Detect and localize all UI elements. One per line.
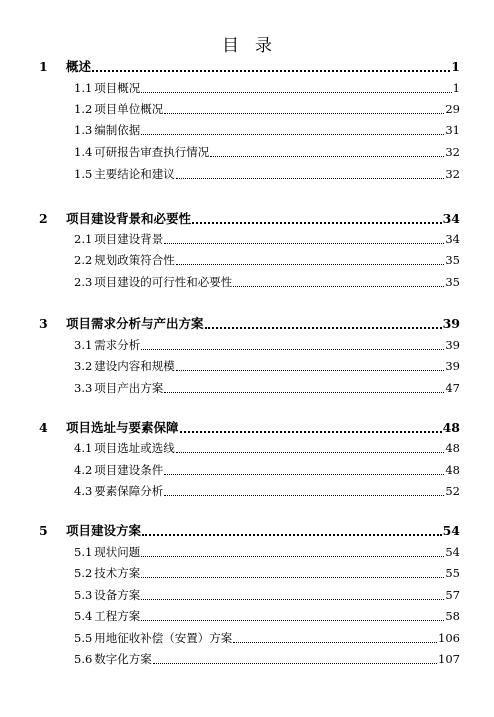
toc-entry-number: 4: [39, 420, 48, 435]
toc-section-entry[interactable]: [74, 443, 460, 455]
toc-entry-page: 32: [445, 167, 460, 181]
toc-chapter-entry[interactable]: [39, 318, 460, 331]
toc-entry-page: 35: [445, 275, 460, 289]
dot-leader: [180, 430, 442, 433]
toc-entry-number: 1.4: [74, 145, 93, 159]
toc-entry-number: 2.2: [74, 253, 93, 267]
toc-section-entry[interactable]: [74, 568, 460, 580]
dot-leader: [164, 112, 444, 114]
dot-leader: [164, 494, 444, 496]
toc-entry-label: 编制依据: [94, 123, 141, 137]
toc-entry-page: 55: [445, 566, 460, 580]
toc-chapter-entry[interactable]: [39, 422, 460, 435]
toc-entry-number: 5: [39, 523, 48, 538]
toc-title: [0, 31, 494, 56]
toc-entry-label: 项目产出方案: [94, 381, 164, 395]
toc-section-entry[interactable]: [74, 590, 460, 602]
toc-title-char: 录: [255, 36, 272, 56]
dot-leader: [141, 555, 444, 557]
toc-entry-label: 项目单位概况: [94, 102, 164, 116]
dot-leader: [164, 473, 444, 475]
toc-entry-page: 52: [445, 484, 460, 498]
toc-entry-page: 1: [452, 81, 460, 95]
toc-entry-page: 54: [442, 523, 460, 538]
toc-entry-number: 1.2: [74, 102, 93, 116]
toc-section-entry[interactable]: [74, 277, 460, 289]
toc-entry-number: 2.3: [74, 275, 93, 289]
toc-entry-number: 5.6: [74, 652, 93, 666]
toc-entry-number: 5.4: [74, 609, 93, 623]
toc-entry-page: 32: [445, 145, 460, 159]
dot-leader: [176, 369, 445, 371]
toc-entry-label: 项目选址或选线: [94, 441, 175, 455]
dot-leader: [205, 326, 442, 329]
dot-leader: [153, 662, 437, 664]
dot-leader: [210, 155, 444, 157]
toc-section-entry[interactable]: [74, 255, 460, 267]
toc-entry-page: 34: [442, 211, 460, 226]
dot-leader: [176, 263, 445, 265]
toc-entry-number: 1.5: [74, 167, 93, 181]
toc-section-entry[interactable]: [74, 234, 460, 246]
toc-entry-page: 35: [445, 253, 460, 267]
toc-entry-label: 现状问题: [94, 545, 141, 559]
toc-chapter-entry[interactable]: [39, 61, 460, 74]
toc-entry-label: 项目建设条件: [94, 463, 164, 477]
dot-leader: [141, 619, 444, 621]
dot-leader: [176, 177, 445, 179]
dot-leader: [141, 348, 444, 350]
toc-entry-number: 5.3: [74, 588, 93, 602]
toc-entry-label: 技术方案: [94, 566, 141, 580]
toc-entry-page: 34: [445, 232, 460, 246]
toc-entry-page: 48: [445, 441, 460, 455]
toc-entry-number: 3: [39, 316, 48, 331]
toc-entry-label: 项目建设方案: [66, 523, 142, 538]
toc-section-entry[interactable]: [74, 340, 460, 352]
toc-entry-page: 39: [445, 359, 460, 373]
dot-leader: [141, 91, 451, 93]
toc-entry-number: 3.3: [74, 381, 93, 395]
toc-entry-label: 设备方案: [94, 588, 141, 602]
toc-entry-label: 工程方案: [94, 609, 141, 623]
toc-entry-label: 用地征收补偿（安置）方案: [94, 631, 233, 645]
toc-entry-page: 48: [445, 463, 460, 477]
dot-leader: [233, 285, 444, 287]
toc-entry-page: 29: [445, 102, 460, 116]
toc-section-entry[interactable]: [74, 104, 460, 116]
toc-entry-label: 数字化方案: [94, 652, 152, 666]
toc-section-entry[interactable]: [74, 125, 460, 137]
toc-entry-label: 概述: [66, 59, 92, 74]
toc-entry-label: 项目概况: [94, 81, 141, 95]
toc-entry-page: 48: [442, 420, 460, 435]
toc-chapter-entry[interactable]: [39, 525, 460, 538]
dot-leader: [233, 641, 437, 643]
toc-entry-number: 4.1: [74, 441, 93, 455]
toc-entry-page: 106: [438, 631, 460, 645]
dot-leader: [192, 221, 442, 224]
toc-chapter-entry[interactable]: [39, 213, 460, 226]
toc-entry-label: 可研报告审查执行情况: [94, 145, 210, 159]
toc-entry-number: 4.3: [74, 484, 93, 498]
toc-section-entry[interactable]: [74, 465, 460, 477]
toc-entry-label: 规划政策符合性: [94, 253, 175, 267]
dot-leader: [92, 69, 450, 72]
toc-entry-label: 项目建设的可行性和必要性: [94, 275, 233, 289]
toc-entry-label: 要素保障分析: [94, 484, 164, 498]
toc-entry-number: 1.3: [74, 123, 93, 137]
dot-leader: [142, 533, 442, 536]
toc-section-entry[interactable]: [74, 654, 460, 666]
toc-entry-number: 5.2: [74, 566, 93, 580]
toc-section-entry[interactable]: [74, 547, 460, 559]
dot-leader: [141, 598, 444, 600]
dot-leader: [141, 576, 444, 578]
toc-entry-number: 5.1: [74, 545, 93, 559]
toc-entry-number: 1.1: [74, 81, 93, 95]
toc-entry-number: 5.5: [74, 631, 93, 645]
toc-entry-page: 107: [438, 652, 460, 666]
toc-entry-label: 建设内容和规模: [94, 359, 175, 373]
toc-entry-number: 1: [39, 59, 48, 74]
toc-entry-page: 31: [445, 123, 460, 137]
toc-section-entry[interactable]: [74, 611, 460, 623]
toc-section-entry[interactable]: [74, 169, 460, 181]
toc-entry-page: 47: [445, 381, 460, 395]
toc-entry-label: 需求分析: [94, 338, 141, 352]
toc-entry-number: 3.1: [74, 338, 93, 352]
toc-entry-number: 2.1: [74, 232, 93, 246]
toc-section-entry[interactable]: [74, 383, 460, 395]
toc-section-entry[interactable]: [74, 83, 460, 95]
toc-entry-label: 主要结论和建议: [94, 167, 175, 181]
toc-section-entry[interactable]: [74, 361, 460, 373]
toc-entry-page: 39: [442, 316, 460, 331]
toc-entry-number: 3.2: [74, 359, 93, 373]
toc-entry-page: 54: [445, 545, 460, 559]
dot-leader: [141, 133, 444, 135]
dot-leader: [164, 242, 444, 244]
toc-entry-page: 57: [445, 588, 460, 602]
toc-section-entry[interactable]: [74, 633, 460, 645]
toc-entry-label: 项目需求分析与产出方案: [66, 316, 204, 331]
toc-section-entry[interactable]: [74, 486, 460, 498]
toc-entry-number: 2: [39, 211, 48, 226]
toc-entry-page: 58: [445, 609, 460, 623]
toc-entry-label: 项目建设背景: [94, 232, 164, 246]
toc-entry-label: 项目选址与要素保障: [66, 420, 179, 435]
toc-entry-page: 1: [451, 59, 460, 74]
toc-entry-label: 项目建设背景和必要性: [66, 211, 192, 226]
dot-leader: [164, 391, 444, 393]
toc-entry-number: 4.2: [74, 463, 93, 477]
toc-title-char: 目: [222, 36, 239, 56]
toc-section-entry[interactable]: [74, 147, 460, 159]
dot-leader: [176, 451, 445, 453]
toc-entry-page: 39: [445, 338, 460, 352]
